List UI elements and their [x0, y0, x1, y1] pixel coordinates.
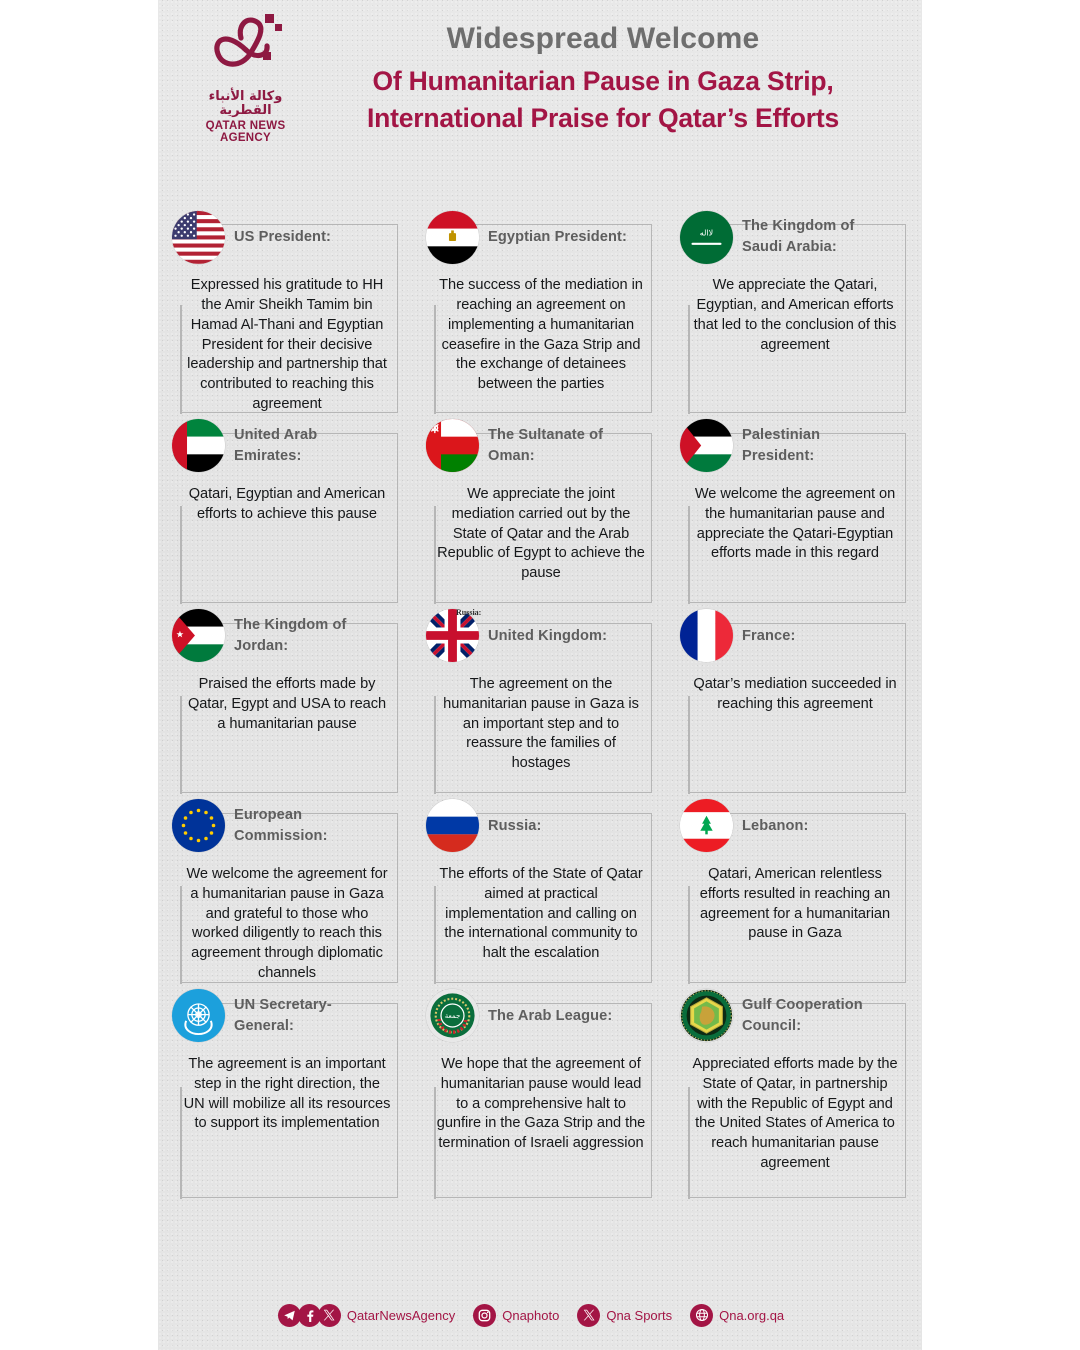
- card-title: The Sultanate of Oman:: [488, 427, 604, 464]
- x-twitter-icon[interactable]: [318, 1304, 341, 1327]
- social-group-qnaphoto: [473, 1304, 577, 1327]
- logo-arabic-text: وكالة الأنباء القطرية: [208, 89, 283, 119]
- social-label-qatarnewsagency[interactable]: QatarNewsAgency: [346, 1307, 456, 1323]
- card-text: Praised the efforts made by Qatar, Egypt and USA to reach a humanitarian pause: [187, 675, 387, 732]
- statement-card-russia: [412, 795, 666, 985]
- card-title: Egyptian President:: [488, 228, 627, 245]
- card-text: Appreciated efforts made by the State of Qatar, in partnership with the Republic of Egypt and the United States of America to reach humanitarian pause agreement: [692, 1055, 898, 1172]
- qna-logo-mark: [205, 8, 287, 88]
- card-header: [166, 415, 404, 477]
- statement-card-egyptian-president: [412, 206, 666, 415]
- page-title-line1: Widespread Welcome: [446, 22, 760, 55]
- card-header: [674, 985, 912, 1047]
- card-title: European Commission:: [234, 807, 328, 844]
- statement-card-european-commission: [158, 795, 412, 985]
- statement-card-un-secretary-general: [158, 985, 412, 1200]
- card-title: The Kingdom of Saudi Arabia:: [742, 218, 855, 255]
- card-text: We welcome the agreement for a humanitarian pause in Gaza and grateful to those who worked diligently to reach this agreement through diplomatic channels: [186, 865, 388, 982]
- grid-row: [158, 605, 922, 795]
- card-header: [674, 795, 912, 857]
- footer-social-bar: [158, 1292, 922, 1338]
- card-text: Qatari, Egyptian and American efforts to achieve this pause: [188, 485, 386, 522]
- european-union-flag-icon: [172, 799, 225, 852]
- card-text: Expressed his gratitude to HH the Amir Sheikh Tamim bin Hamad Al-Thani and Egyptian President for their decisive leadership and partnership that contributed to reaching this agreement: [187, 277, 387, 413]
- stray-russia-label: Russia:: [456, 607, 482, 617]
- statement-card-jordan: [158, 605, 412, 795]
- card-title: Lebanon:: [742, 817, 809, 834]
- statement-card-arab-league: [412, 985, 666, 1200]
- statement-card-us-president: [158, 206, 412, 415]
- card-title: The Arab League:: [488, 1007, 613, 1024]
- card-header: [166, 985, 404, 1047]
- card-title: United Arab Emirates:: [234, 427, 318, 464]
- card-header: [674, 605, 912, 667]
- jordan-flag-icon: [172, 609, 225, 662]
- card-title: United Kingdom:: [488, 627, 608, 644]
- card-header: [166, 605, 404, 667]
- title-block: [298, 22, 908, 138]
- card-text: The success of the mediation in reaching an agreement on implementing a humanitarian ceasefire in the Gaza Strip and the exchange of detainees between the parties: [439, 277, 643, 393]
- statement-card-oman: [412, 415, 666, 617]
- card-title: Gulf Cooperation Council:: [742, 997, 863, 1034]
- statements-grid: [158, 206, 922, 1200]
- card-title: Palestinian President:: [742, 427, 821, 464]
- social-label-qna-sports[interactable]: Qna Sports: [606, 1307, 673, 1323]
- svg-text:جمعة: جمعة: [444, 1011, 461, 1021]
- russia-flag-icon: [426, 799, 479, 852]
- social-group-website: [690, 1304, 802, 1327]
- grid-row: [158, 795, 922, 985]
- x-twitter-icon[interactable]: [577, 1304, 600, 1327]
- statement-card-uae: [158, 415, 412, 605]
- globe-icon[interactable]: [690, 1304, 713, 1327]
- united-nations-flag-icon: [172, 989, 225, 1042]
- card-title: UN Secretary-General:: [234, 997, 332, 1034]
- svg-text:لااله: لااله: [699, 228, 714, 238]
- card-title: Russia:: [488, 817, 542, 834]
- card-text: We appreciate the Qatari, Egyptian, and American efforts that led to the conclusion of this agreement: [693, 277, 897, 353]
- card-text: We welcome the agreement on the humanitarian pause and appreciate the Qatari-Egyptian efforts made in this regard: [694, 485, 896, 562]
- card-text: We hope that the agreement of humanitarian pause would lead to a comprehensive halt to gunfire in the Gaza Strip and the termination of Israeli aggression: [436, 1055, 646, 1152]
- grid-row: [158, 206, 922, 415]
- card-text: The agreement is an important step in the right direction, the UN will mobilize all its resources to support its implementation: [183, 1055, 391, 1132]
- statement-card-france: [666, 605, 920, 795]
- page-title-line3: International Praise for Qatar’s Efforts: [366, 103, 840, 134]
- card-header: [166, 795, 404, 857]
- egypt-flag-icon: [426, 211, 479, 264]
- oman-flag-icon: [426, 419, 479, 472]
- us-flag-icon: [172, 211, 225, 264]
- header: [158, 0, 922, 165]
- france-flag-icon: [680, 609, 733, 662]
- statement-card-saudi-arabia: [666, 206, 920, 415]
- united-kingdom-flag-icon: [426, 607, 482, 662]
- card-title: France:: [742, 627, 796, 644]
- card-text: We appreciate the joint mediation carried out by the State of Qatar and the Arab Republic of Egypt to achieve the pause: [437, 485, 645, 582]
- qna-logo: [188, 8, 303, 144]
- card-header: [674, 206, 912, 268]
- card-header: [674, 415, 912, 477]
- saudi-arabia-flag-icon: [680, 211, 733, 264]
- social-label-website[interactable]: Qna.org.qa: [719, 1307, 785, 1323]
- card-header: [420, 206, 658, 268]
- page-title-line2: Of Humanitarian Pause in Gaza Strip,: [372, 65, 834, 96]
- social-group-qatarnewsagency: [278, 1304, 473, 1327]
- card-title: US President:: [234, 228, 331, 245]
- social-label-qnaphoto[interactable]: Qnaphoto: [502, 1307, 560, 1323]
- grid-row: [158, 415, 922, 617]
- statement-card-united-kingdom: [412, 605, 666, 795]
- card-text: Qatari, American relentless efforts resulted in reaching an agreement for a humanitarian pause in Gaza: [699, 865, 891, 942]
- lebanon-flag-icon: [680, 799, 733, 852]
- card-text: The efforts of the State of Qatar aimed at practical implementation and calling on the international community to halt the escalation: [439, 865, 643, 962]
- grid-row: [158, 985, 922, 1200]
- statement-card-palestinian-president: [666, 415, 920, 605]
- social-group-qna-sports: [577, 1304, 690, 1327]
- card-header: [420, 415, 658, 477]
- card-text: The agreement on the humanitarian pause in Gaza is an important step and to reassure the families of hostages: [443, 675, 639, 772]
- card-title: The Kingdom of Jordan:: [234, 617, 347, 654]
- arab-league-emblem-icon: [426, 989, 479, 1042]
- statement-card-gulf-cooperation-council: [666, 985, 920, 1200]
- logo-english-text: QATAR NEWS AGENCY: [205, 119, 286, 144]
- instagram-icon[interactable]: [473, 1304, 496, 1327]
- gulf-cooperation-council-emblem-icon: [680, 989, 733, 1042]
- card-header: [166, 206, 404, 268]
- palestine-flag-icon: [680, 419, 733, 472]
- card-header: [420, 795, 658, 857]
- card-text: Qatar’s mediation succeeded in reaching this agreement: [693, 675, 897, 712]
- card-header: [420, 985, 658, 1047]
- statement-card-lebanon: [666, 795, 920, 985]
- uae-flag-icon: [172, 419, 225, 472]
